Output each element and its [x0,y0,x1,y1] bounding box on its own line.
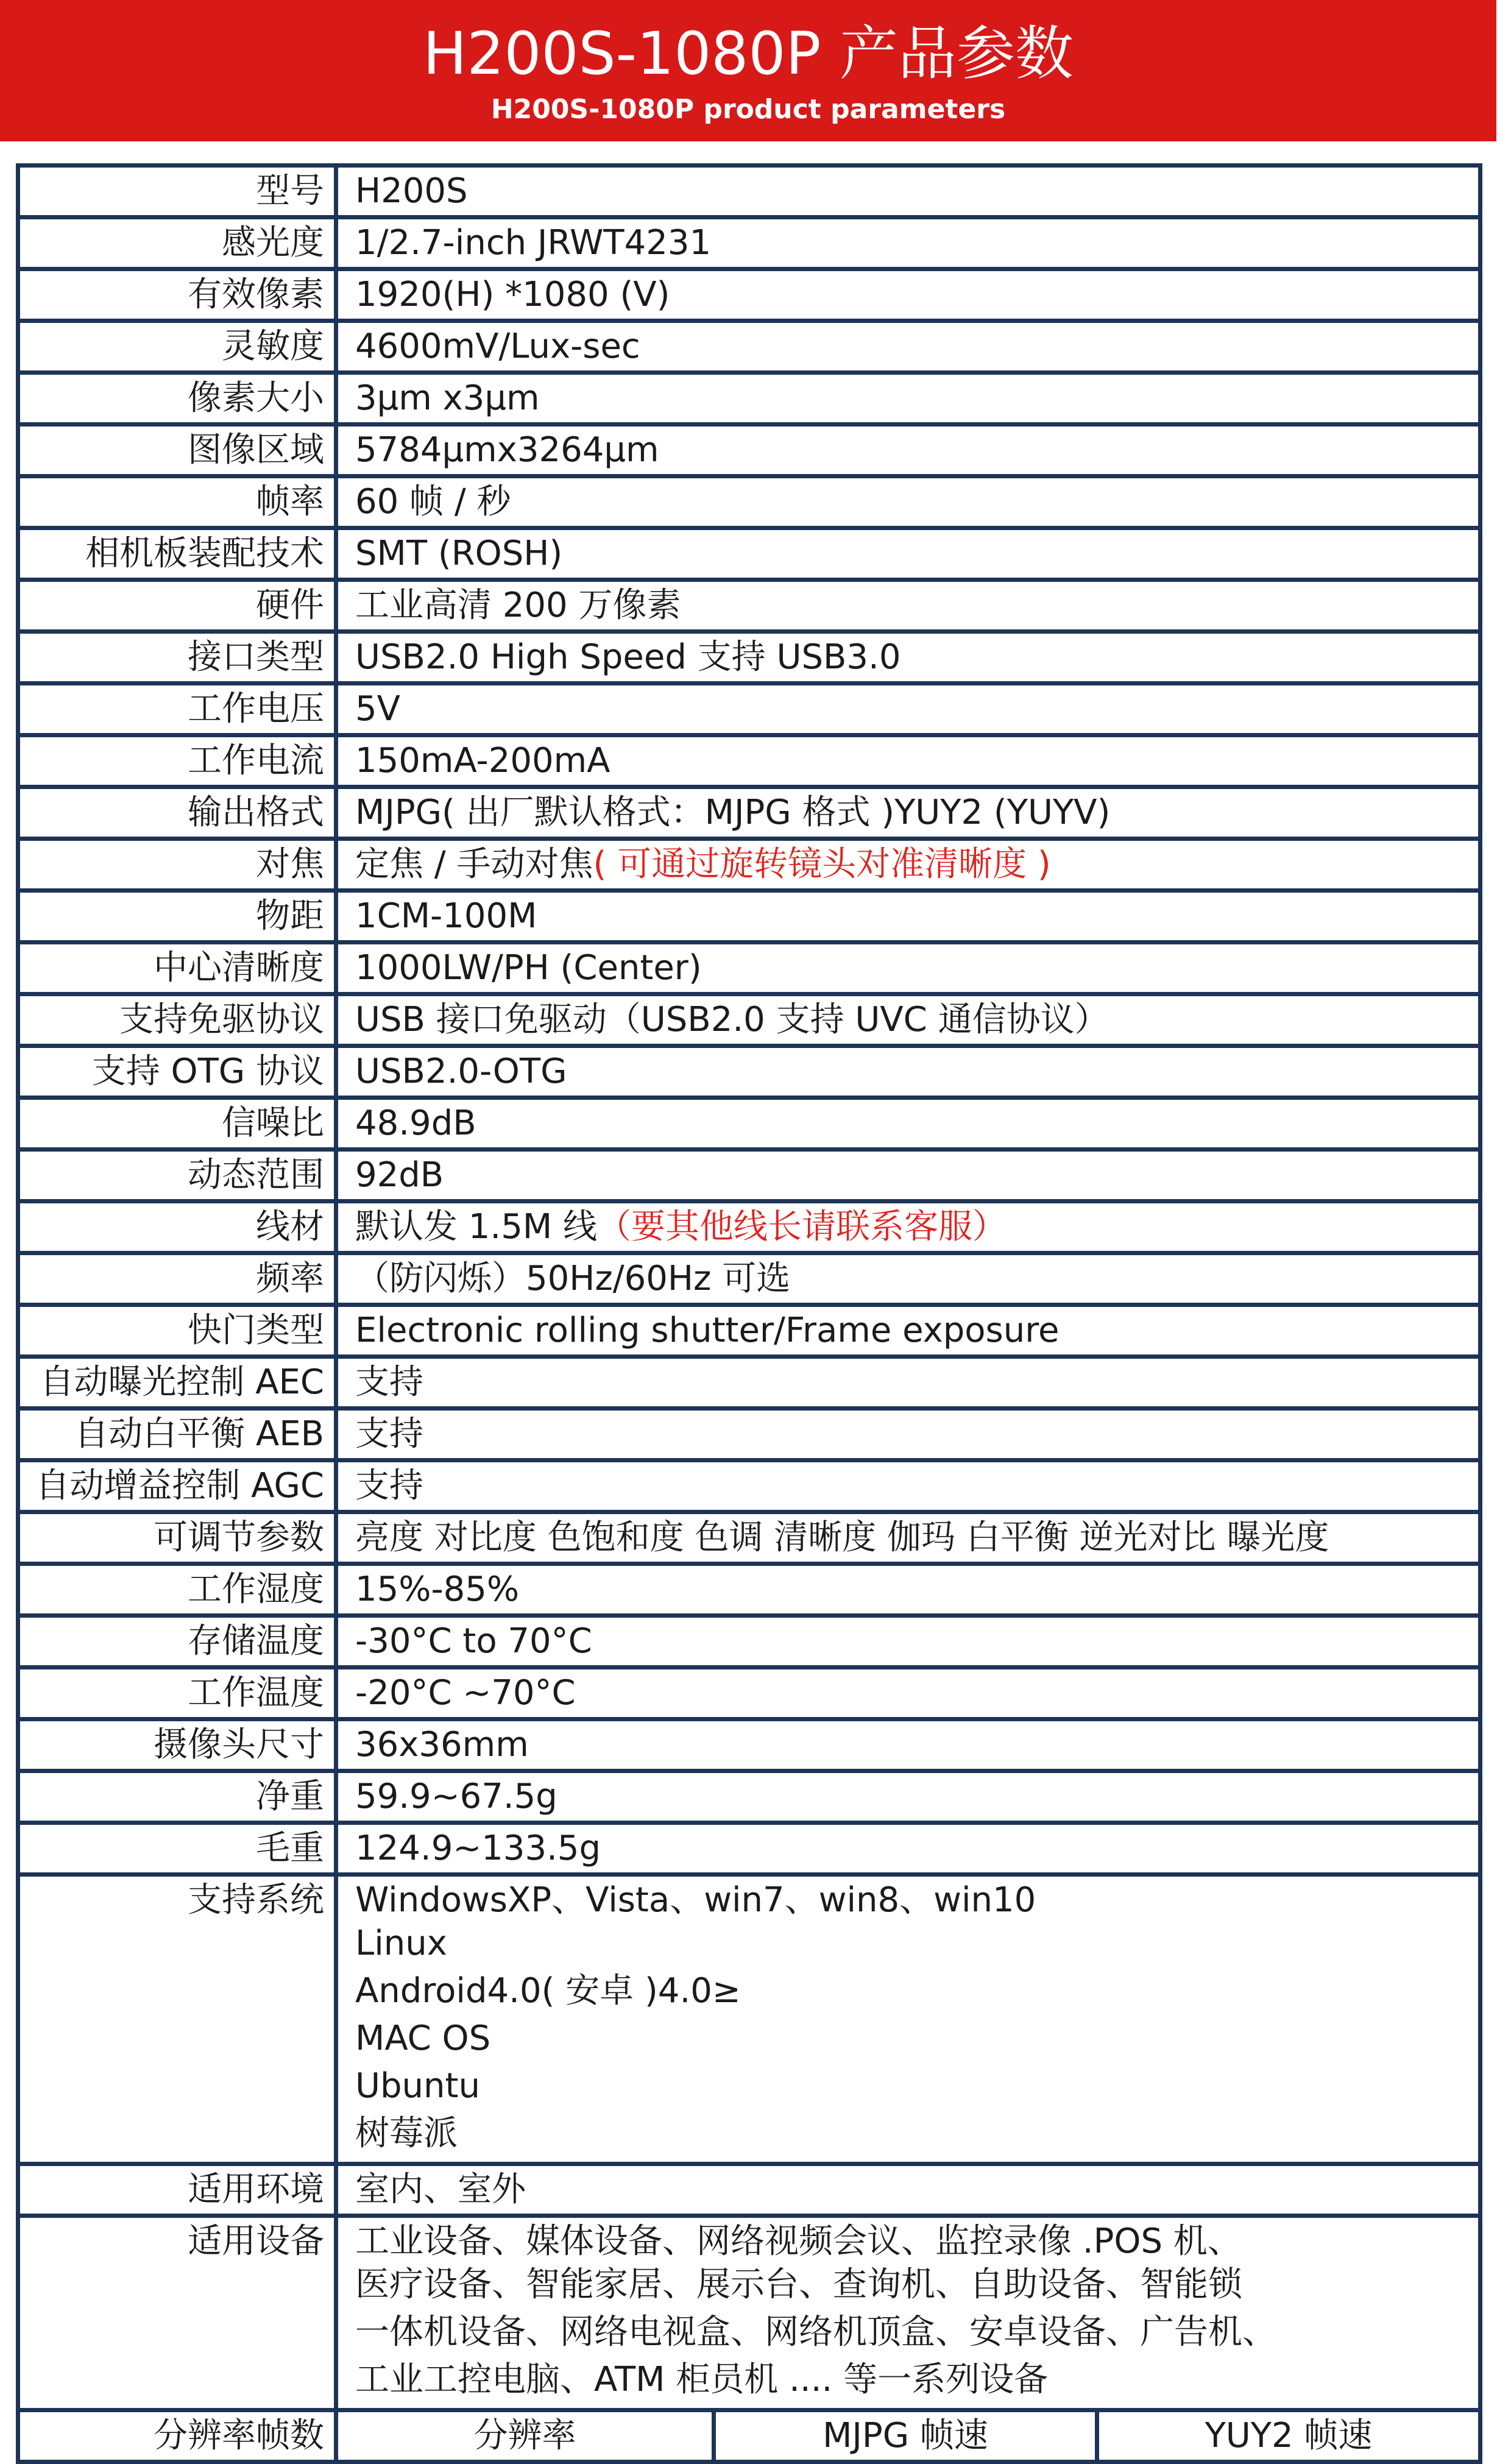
framerate-label-text: 分辨率帧数 [154,2416,324,2455]
spec-label-text: 物距 [256,896,324,936]
spec-label-text: 图像区域 [188,430,324,470]
framerate-header-text: YUY2 帧速 [1205,2416,1373,2455]
spec-row [18,1202,1481,1253]
spec-label [18,1253,336,1305]
spec-value [336,787,1481,839]
framerate-header-text: 分辨率 [473,2416,576,2455]
spec-row [18,166,1481,218]
spec-value [336,1409,1481,1460]
spec-value-text: 5784μmx3264μm [355,430,659,470]
spec-value [336,1046,1481,1098]
spec-label [18,269,336,321]
spec-row [18,321,1481,373]
spec-value [336,425,1481,476]
spec-row [18,1616,1481,1668]
spec-row [18,1098,1481,1150]
spec-label-text: 相机板装配技术 [85,534,324,573]
spec-label [18,632,336,684]
spec-label [18,1512,336,1564]
page-title: H200S-1080P 产品参数 [423,19,1074,88]
spec-label-text: 支持免驱协议 [119,1000,324,1039]
spec-label [18,1823,336,1875]
spec-label [18,1409,336,1460]
spec-row [18,1771,1481,1823]
spec-label [18,1202,336,1253]
spec-row [18,1875,1481,2164]
spec-value-text: （防闪烁）50Hz/60Hz 可选 [355,1259,791,1298]
spec-value-text: -20°C ~70°C [355,1673,576,1713]
spec-row [18,1564,1481,1616]
spec-value [336,1305,1481,1357]
spec-label [18,218,336,269]
spec-row [18,1409,1481,1460]
spec-row [18,839,1481,891]
spec-label [18,839,336,891]
spec-label-text: 输出格式 [188,793,324,832]
spec-value [336,580,1481,632]
spec-label-text: 支持 OTG 协议 [91,1052,324,1091]
spec-label-text: 自动曝光控制 AEC [40,1362,324,1402]
spec-label-text: 感光度 [222,223,324,263]
spec-label [18,684,336,735]
spec-value [336,1564,1481,1616]
spec-value-text: 60 帧 / 秒 [355,482,511,522]
spec-label-text: 可调节参数 [154,1518,324,1557]
spec-value [336,1202,1481,1253]
devices-line: 一体机设备、网络电视盒、网络机顶盒、安卓设备、广告机、 [355,2312,1276,2352]
spec-row [18,1253,1481,1305]
spec-value-text: 亮度 对比度 色饱和度 色调 清晰度 伽玛 白平衡 逆光对比 曝光度 [355,1518,1329,1557]
spec-label [18,321,336,373]
spec-value [336,943,1481,994]
spec-value-text: Electronic rolling shutter/Frame exposure [355,1311,1060,1350]
spec-row [18,1150,1481,1202]
spec-label [18,425,336,476]
spec-label [18,994,336,1046]
spec-value [336,1823,1481,1875]
spec-table-body [18,166,1481,2462]
spec-value-text: 36x36mm [355,1725,529,1765]
spec-value-text: 48.9dB [355,1103,476,1143]
spec-row [18,994,1481,1046]
spec-value [336,528,1481,580]
devices-line: 工业工控电脑、ATM 柜员机 .... 等一系列设备 [355,2360,1049,2399]
spec-label [18,891,336,943]
spec-row [18,269,1481,321]
spec-label-text: 频率 [256,1259,324,1298]
spec-value-text: 59.9~67.5g [355,1777,557,1816]
spec-row [18,891,1481,943]
spec-value-text: MJPG( 出厂默认格式：MJPG 格式 )YUY2 (YUYV) [355,793,1111,832]
spec-label [18,1719,336,1771]
spec-label-text: 线材 [256,1207,324,1247]
spec-label-text: 帧率 [256,482,324,522]
spec-row [18,1668,1481,1719]
environment-value [336,2164,1481,2216]
devices-line: 工业设备、媒体设备、网络视频会议、监控录像 .POS 机、 [355,2221,1242,2261]
spec-value-text: 124.9~133.5g [355,1829,601,1868]
spec-label-text: 有效像素 [188,275,324,314]
spec-label [18,1616,336,1668]
framerate-header [336,2410,714,2462]
spec-value [336,1719,1481,1771]
spec-label-text: 硬件 [256,586,324,625]
spec-value [336,1098,1481,1150]
spec-note: ( 可通过旋转镜头对准清晰度 ) [593,844,1051,884]
spec-row [18,373,1481,425]
header-banner [0,0,1496,141]
systems-label [18,1875,336,2164]
spec-value-text: 1/2.7-inch JRWT4231 [355,223,712,263]
systems-line: WindowsXP、Vista、win7、win8、win10 [355,1880,1036,1920]
spec-label [18,735,336,787]
spec-value [336,321,1481,373]
spec-value-text: USB2.0 High Speed 支持 USB3.0 [355,637,901,677]
devices-value [336,2216,1481,2410]
spec-label-text: 接口类型 [188,637,324,677]
systems-line: MAC OS [355,2019,491,2058]
spec-label-text: 快门类型 [188,1311,324,1350]
spec-label [18,1668,336,1719]
spec-row [18,684,1481,735]
spec-value [336,166,1481,218]
spec-label-text: 灵敏度 [222,327,324,366]
spec-value [336,1253,1481,1305]
spec-label [18,1771,336,1823]
spec-value-text: USB2.0-OTG [355,1052,567,1091]
spec-value-text: 支持 [355,1414,423,1454]
spec-value [336,1771,1481,1823]
spec-value-text: -30°C to 70°C [355,1621,592,1661]
spec-value-text: H200S [355,171,468,211]
spec-label [18,1046,336,1098]
spec-row [18,2164,1481,2216]
spec-note: （要其他线长请联系客服） [596,1207,1007,1247]
spec-value [336,994,1481,1046]
spec-value-text: 1920(H) *1080 (V) [355,275,670,314]
spec-value-text: 4600mV/Lux-sec [355,327,640,366]
page-subtitle: H200S-1080P product parameters [490,94,1006,125]
spec-label [18,1357,336,1409]
spec-value-text: 定焦 / 手动对焦 [355,844,593,884]
spec-row [18,1719,1481,1771]
devices-label-text: 适用设备 [188,2221,324,2261]
spec-value-text: 支持 [355,1466,423,1506]
spec-label-text: 型号 [256,171,324,211]
spec-row [18,1512,1481,1564]
framerate-header-text: MJPG 帧速 [823,2416,988,2455]
spec-value [336,373,1481,425]
spec-value [336,839,1481,891]
spec-label-text: 毛重 [256,1829,324,1868]
environment-label [18,2164,336,2216]
spec-value-text: 工业高清 200 万像素 [355,586,681,625]
systems-line: Ubuntu [355,2066,480,2106]
spec-label-text: 对焦 [256,844,324,884]
spec-value-text: 15%-85% [355,1570,520,1609]
spec-label [18,166,336,218]
spec-value [336,1150,1481,1202]
spec-value-text: 92dB [355,1155,444,1195]
spec-row [18,1357,1481,1409]
spec-row [18,580,1481,632]
spec-value-text: 3μm x3μm [355,378,540,418]
spec-label [18,787,336,839]
spec-value [336,269,1481,321]
spec-value [336,632,1481,684]
spec-value [336,1616,1481,1668]
systems-line: Android4.0( 安卓 )4.0≥ [355,1971,741,2011]
spec-label-text: 动态范围 [188,1155,324,1195]
systems-label-text: 支持系统 [188,1880,324,1920]
spec-value [336,684,1481,735]
devices-label [18,2216,336,2410]
spec-row [18,1305,1481,1357]
spec-value [336,1512,1481,1564]
framerate-header [714,2410,1097,2462]
spec-label-text: 像素大小 [188,378,324,418]
spec-label [18,1460,336,1512]
spec-row [18,2216,1481,2410]
environment-label-text: 适用环境 [188,2170,324,2209]
spec-row [18,476,1481,528]
spec-row [18,1460,1481,1512]
spec-label [18,476,336,528]
spec-value-text: 支持 [355,1362,423,1402]
spec-label-text: 工作温度 [188,1673,324,1713]
spec-label [18,373,336,425]
spec-label-text: 中心清晰度 [154,948,324,988]
spec-row [18,2410,1481,2462]
spec-label-text: 自动增益控制 AGC [35,1466,324,1506]
systems-line: 树莓派 [355,2114,458,2153]
spec-label-text: 存储温度 [188,1621,324,1661]
spec-value [336,1668,1481,1719]
systems-value [336,1875,1481,2164]
devices-line: 医疗设备、智能家居、展示台、查询机、自助设备、智能锁 [355,2265,1242,2304]
spec-value-text: USB 接口免驱动（USB2.0 支持 UVC 通信协议） [355,1000,1109,1039]
systems-line: Linux [355,1924,447,1963]
spec-row [18,787,1481,839]
spec-row [18,632,1481,684]
spec-label [18,943,336,994]
spec-value [336,1460,1481,1512]
spec-value [336,891,1481,943]
spec-value-text: 1000LW/PH (Center) [355,948,702,988]
spec-label [18,1098,336,1150]
spec-label-text: 自动白平衡 AEB [74,1414,324,1454]
spec-value [336,1357,1481,1409]
spec-value [336,476,1481,528]
spec-label-text: 净重 [256,1777,324,1816]
spec-label-text: 摄像头尺寸 [154,1725,324,1765]
spec-value-text: 5V [355,689,400,729]
framerate-label [18,2410,336,2462]
spec-label [18,1305,336,1357]
spec-label-text: 工作电压 [188,689,324,729]
spec-value-text: 默认发 1.5M 线 [355,1207,597,1247]
spec-row [18,425,1481,476]
spec-label-text: 工作电流 [188,741,324,781]
spec-label-text: 工作湿度 [188,1570,324,1609]
spec-row [18,943,1481,994]
spec-table [16,163,1482,2464]
spec-label [18,528,336,580]
spec-label [18,580,336,632]
environment-value-text: 室内、室外 [355,2170,526,2209]
spec-row [18,735,1481,787]
spec-row [18,1823,1481,1875]
spec-value [336,218,1481,269]
framerate-header [1097,2410,1481,2462]
spec-label [18,1564,336,1616]
spec-row [18,528,1481,580]
spec-value-text: 150mA-200mA [355,741,610,781]
spec-value-text: SMT (ROSH) [355,534,563,573]
spec-label-text: 信噪比 [222,1103,324,1143]
spec-value [336,735,1481,787]
spec-row [18,218,1481,269]
spec-row [18,1046,1481,1098]
spec-label [18,1150,336,1202]
spec-value-text: 1CM-100M [355,896,537,936]
